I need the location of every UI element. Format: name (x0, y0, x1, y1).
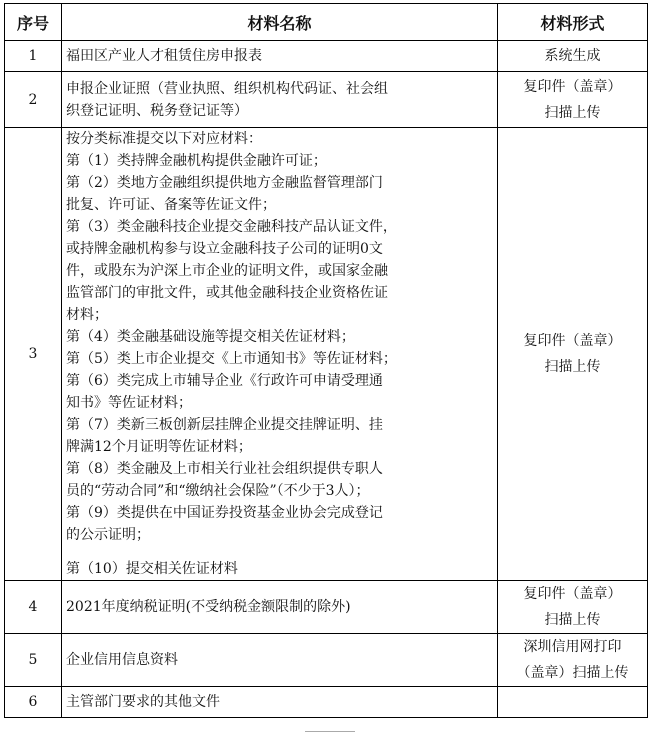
row-number: 5 (5, 634, 62, 687)
header-no: 序号 (5, 4, 62, 41)
row-number: 6 (5, 687, 62, 718)
material-name (62, 72, 498, 128)
row-number: 3 (5, 128, 62, 581)
material-name-line: 监管部门的审批文件，或其他金融科技企业资格佐证 (66, 285, 388, 301)
table-row (5, 72, 648, 128)
material-name-line: 2021年度纳税证明(不受纳税金额限制的除外) (66, 599, 351, 615)
header-name: 材料名称 (62, 4, 498, 41)
material-form-line: 复印件（盖章） (523, 78, 622, 95)
material-name-line: 第（3）类金融科技企业提交金融科技产品认证文件， (66, 219, 397, 235)
material-name-line: 第（10）提交相关佐证材料 (66, 561, 238, 577)
material-name-line: 织登记证明、税务登记证等） (66, 102, 248, 119)
material-name-line: 福田区产业人才租赁住房申报表 (66, 48, 262, 64)
table-row (5, 128, 648, 581)
material-form (498, 41, 648, 72)
material-name-line: 按分类标准提交以下对应材料： (66, 131, 262, 147)
material-name-line: 申报企业证照（营业执照、组织机构代码证、社会组 (66, 80, 388, 97)
material-name-line: 的公示证明； (66, 527, 150, 543)
material-name-line: 员的“劳动合同”和“缴纳社会保险”（不少于3人）； (66, 483, 370, 499)
row-number: 1 (5, 41, 62, 72)
material-name-line: 第（7）类新三板创新层挂牌企业提交挂牌证明、挂 (66, 417, 383, 433)
row-number: 2 (5, 72, 62, 128)
material-form-line: 扫描上传 (544, 104, 601, 121)
material-name (62, 687, 498, 718)
material-name-line: 第（2）类地方金融组织提供地方金融监督管理部门 (66, 175, 383, 191)
material-name-line: 材料； (66, 307, 108, 323)
material-name-line: 第（4）类金融基础设施等提交相关佐证材料； (66, 329, 355, 345)
material-form-line: 扫描上传 (544, 359, 601, 375)
material-form-line: （盖章）扫描上传 (516, 665, 629, 681)
header-row (5, 4, 648, 41)
material-name-line: 主管部门要求的其他文件 (66, 694, 220, 710)
material-name-line: 批复、许可证、备案等佐证文件； (66, 197, 276, 213)
material-name-line: 企业信用信息资料 (66, 652, 178, 668)
material-name-line: 牌满12个月证明等佐证材料； (66, 439, 252, 455)
material-name (62, 128, 498, 581)
table-row (5, 687, 648, 718)
material-name-line: 知书》等佐证材料； (66, 395, 192, 411)
material-form (498, 128, 648, 581)
material-form-line: 复印件（盖章） (523, 333, 622, 349)
material-name-line: 第（6）类完成上市辅导企业《行政许可申请受理通 (66, 373, 383, 389)
materials-table (4, 3, 648, 718)
material-name (62, 581, 498, 634)
material-name-line: 第（8）类金融及上市相关行业社会组织提供专职人 (66, 461, 383, 477)
material-form-line: 深圳信用网打印 (523, 639, 622, 655)
row-number: 4 (5, 581, 62, 634)
material-form-line: 复印件（盖章） (523, 586, 622, 602)
material-form (498, 634, 648, 687)
footer-divider (305, 731, 355, 732)
material-name-line: 第（9）类提供在中国证券投资基金业协会完成登记 (66, 505, 383, 521)
material-name-line: 第（1）类持牌金融机构提供金融许可证； (66, 153, 327, 169)
material-name-line: 件，或股东为沪深上市企业的证明文件，或国家金融 (66, 263, 388, 279)
material-name-line: 第（5）类上市企业提交《上市通知书》等佐证材料； (66, 351, 397, 367)
table-row (5, 41, 648, 72)
material-name (62, 41, 498, 72)
material-form-line: 系统生成 (544, 48, 601, 64)
table-row (5, 581, 648, 634)
header-form: 材料形式 (498, 4, 648, 41)
material-name-line: 或持牌金融机构参与设立金融科技子公司的证明0文 (66, 241, 383, 257)
material-name (62, 634, 498, 687)
material-form-line: 扫描上传 (544, 612, 601, 628)
material-form (498, 72, 648, 128)
table-row (5, 634, 648, 687)
line-gap (66, 546, 493, 558)
material-form (498, 581, 648, 634)
material-form (498, 687, 648, 718)
